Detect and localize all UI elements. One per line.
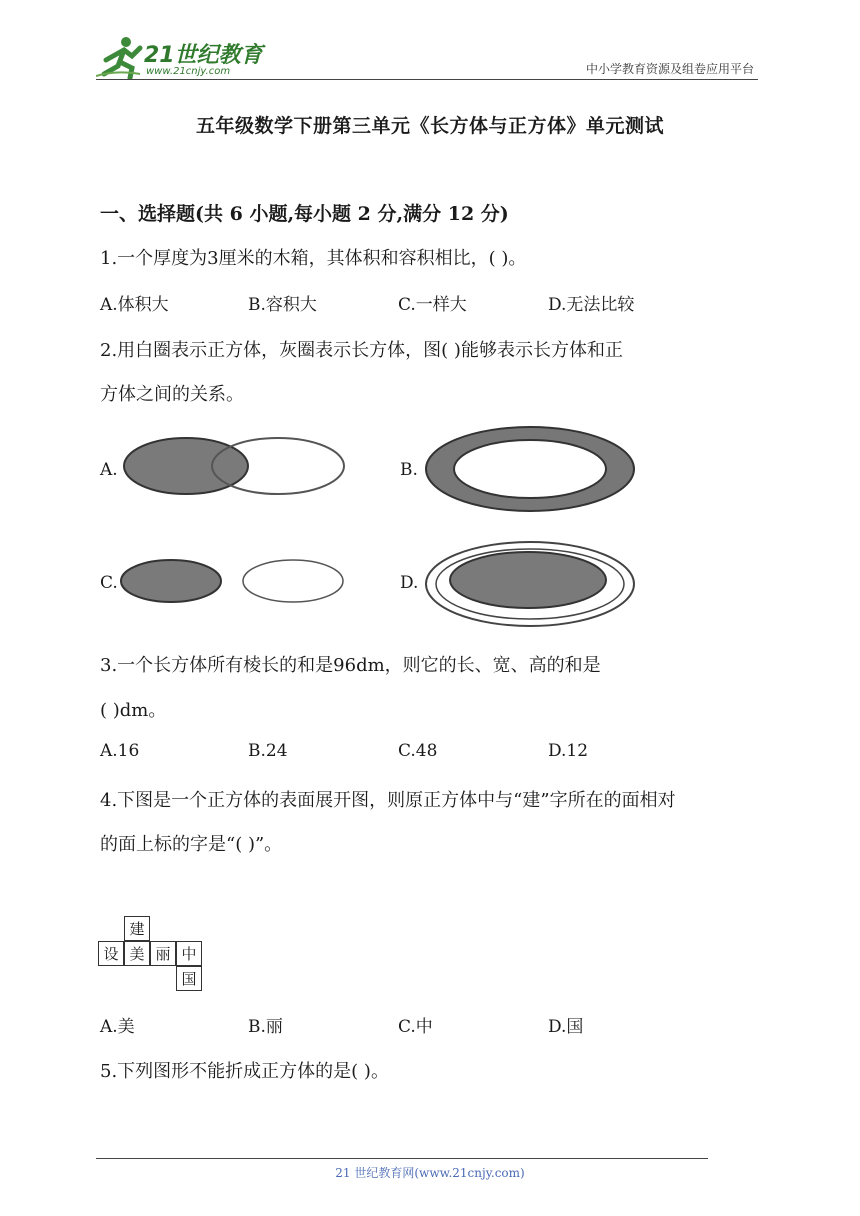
site-logo — [96, 34, 266, 80]
question-3-stem-line1: 3.一个长方体所有棱长的和是96dm，则它的长、宽、高的和是 — [100, 655, 601, 676]
question-1-stem: 1.一个厚度为3厘米的木箱，其体积和容积相比，( )。 — [100, 248, 527, 269]
cube-net-figure — [98, 916, 208, 996]
q2-figure-c — [118, 556, 350, 610]
q3-option-c: C.48 — [398, 741, 438, 761]
q4-option-a: A.美 — [100, 1017, 135, 1037]
q4-option-d: D.国 — [548, 1017, 584, 1037]
q3-option-a: A.16 — [100, 741, 140, 761]
logo-url: www.21cnjy.com — [146, 66, 231, 77]
q1-option-d: D.无法比较 — [548, 295, 635, 315]
q3-option-b: B.24 — [248, 741, 288, 761]
q2-figure-c-label: C. — [100, 573, 118, 593]
question-4-stem-line2: 的面上标的字是“( )”。 — [100, 834, 283, 855]
q2-figure-b-label: B. — [400, 460, 418, 480]
question-5-stem: 5.下列图形不能折成正方体的是( )。 — [100, 1061, 389, 1082]
logo-text: 21世纪教育 — [144, 43, 263, 68]
q2-figure-d-label: D. — [400, 573, 419, 593]
header-platform-text: 中小学教育资源及组卷应用平台 — [585, 62, 754, 76]
q2-figure-a-label: A. — [100, 460, 118, 480]
question-4-stem-line1: 4.下图是一个正方体的表面展开图，则原正方体中与“建”字所在的面相对 — [100, 790, 676, 811]
question-2-stem-line2: 方体之间的关系。 — [100, 384, 244, 405]
net-cell-li: 丽 — [150, 941, 176, 966]
net-cell-mei: 美 — [124, 941, 150, 966]
net-cell-she: 设 — [98, 941, 124, 966]
q1-option-a: A.体积大 — [100, 295, 169, 315]
net-cell-jian: 建 — [124, 916, 150, 941]
footer-text[interactable]: 21 世纪教育网(www.21cnjy.com) — [335, 1166, 525, 1180]
q3-option-d: D.12 — [548, 741, 589, 761]
footer-divider — [96, 1158, 708, 1159]
q4-option-c: C.中 — [398, 1017, 433, 1037]
question-2-stem-line1: 2.用白圈表示正方体，灰圈表示长方体，图( )能够表示长方体和正 — [100, 340, 623, 361]
q2-figure-d — [422, 538, 638, 630]
header-divider — [96, 79, 758, 80]
net-cell-zhong: 中 — [176, 941, 202, 966]
q4-option-b: B.丽 — [248, 1017, 283, 1037]
q2-figure-b — [422, 424, 638, 514]
question-3-stem-line2: ( )dm。 — [100, 700, 167, 721]
q1-option-b: B.容积大 — [248, 295, 317, 315]
page-title: 五年级数学下册第三单元《长方体与正方体》单元测试 — [195, 115, 664, 137]
q1-option-c: C.一样大 — [398, 295, 467, 315]
section-heading: 一、选择题(共 6 小题,每小题 2 分,满分 12 分) — [100, 203, 509, 225]
net-cell-guo: 国 — [176, 966, 202, 991]
q2-figure-a — [118, 432, 354, 504]
